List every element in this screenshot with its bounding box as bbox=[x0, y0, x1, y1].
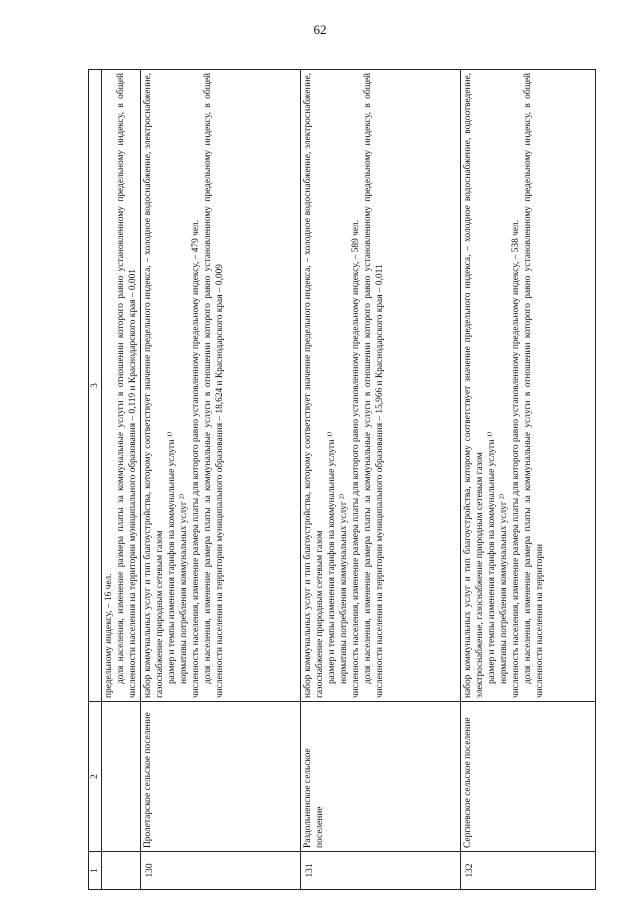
header-col-3: 3 bbox=[89, 70, 102, 702]
settlement-name: Сергиевское сельское поселение bbox=[461, 702, 596, 852]
continuation-line: предельному индексу, – 16 чел. bbox=[104, 573, 114, 698]
header-col-1: 1 bbox=[89, 852, 102, 890]
detail-line: нормативы потребления коммунальных услуг ²⁾ bbox=[179, 493, 189, 684]
detail-line: доля населения, изменение размера платы за коммунальные услуги в отношении которого равно установленному предельному индексу, в общей численности населения на территории bbox=[523, 73, 545, 698]
row-number: 131 bbox=[301, 852, 461, 890]
continuation-line: доля населения, изменение размера платы за коммунальные услуги в отношении которого равно установленному предельному индексу, в общей численности населения на территории муниципального образования – 0,119 и Краснодарского края – 0,001 bbox=[116, 73, 138, 698]
row-number: 132 bbox=[461, 852, 596, 890]
table-row bbox=[461, 70, 596, 890]
detail-line: численность населения, изменение размера платы для которого равно установленному предельному индексу, – 589 чел. bbox=[351, 219, 361, 698]
detail-line: размер и темпы изменения тарифов на коммунальные услуги ¹⁾ bbox=[487, 431, 497, 684]
detail-line: численность населения, изменение размера платы для которого равно установленному предельному индексу, – 538 чел. bbox=[511, 219, 521, 698]
table-row-continuation bbox=[102, 70, 141, 890]
row-details bbox=[301, 70, 461, 702]
detail-line: набор коммунальных услуг и тип благоустройства, которому соответствует значение предельного индекса, – холодное водоснабжение, электроснабжение, газоснабжение природным сетевым газом bbox=[143, 73, 165, 698]
header-row bbox=[89, 70, 102, 890]
row-number: 130 bbox=[141, 852, 301, 890]
detail-line: размер и темпы изменения тарифов на коммунальные услуги ¹⁾ bbox=[167, 431, 177, 684]
cell-empty-name bbox=[102, 702, 141, 852]
cell-empty-num bbox=[102, 852, 141, 890]
table-row bbox=[301, 70, 461, 890]
header-col-2: 2 bbox=[89, 702, 102, 852]
row-details bbox=[141, 70, 301, 702]
row-details bbox=[461, 70, 596, 702]
detail-line: численность населения, изменение размера платы для которого равно установленному предельному индексу, – 479 чел. bbox=[191, 219, 201, 698]
detail-line: размер и темпы изменения тарифов на коммунальные услуги ¹⁾ bbox=[327, 431, 337, 684]
settlement-name: Раздольненское сельское поселение bbox=[301, 702, 461, 852]
municipal-index-table bbox=[88, 69, 596, 890]
detail-line: нормативы потребления коммунальных услуг ²⁾ bbox=[339, 493, 349, 684]
rotated-table-container bbox=[88, 70, 588, 890]
detail-line: набор коммунальных услуг и тип благоустройства, которому соответствует значение предельного индекса, – холодное водоснабжение, электроснабжение, газоснабжение природным сетевым газом bbox=[303, 73, 325, 698]
page-number: 62 bbox=[313, 22, 327, 37]
table-row bbox=[141, 70, 301, 890]
detail-line: доля населения, изменение размера платы за коммунальные услуги в отношении которого равно установленному предельному индексу, в общей численности населения на территории муниципального образования – 15,966 и Краснодарского края – 0,011 bbox=[363, 73, 385, 698]
detail-line: доля населения, изменение размера платы за коммунальные услуги в отношении которого равно установленному предельному индексу, в общей численности населения на территории муниципального образования – 18,624 и Краснодарского края – 0,009 bbox=[203, 73, 225, 698]
detail-line: нормативы потребления коммунальных услуг ²⁾ bbox=[499, 493, 509, 684]
detail-line: набор коммунальных услуг и тип благоустройства, которому соответствует значение предельного индекса, – холодное водоснабжение, водоотведение, электроснабжение, газоснабжение природным сетевым газом bbox=[463, 73, 485, 698]
cell-continuation bbox=[102, 70, 141, 702]
settlement-name: Пролетарское сельское поселение bbox=[141, 702, 301, 852]
